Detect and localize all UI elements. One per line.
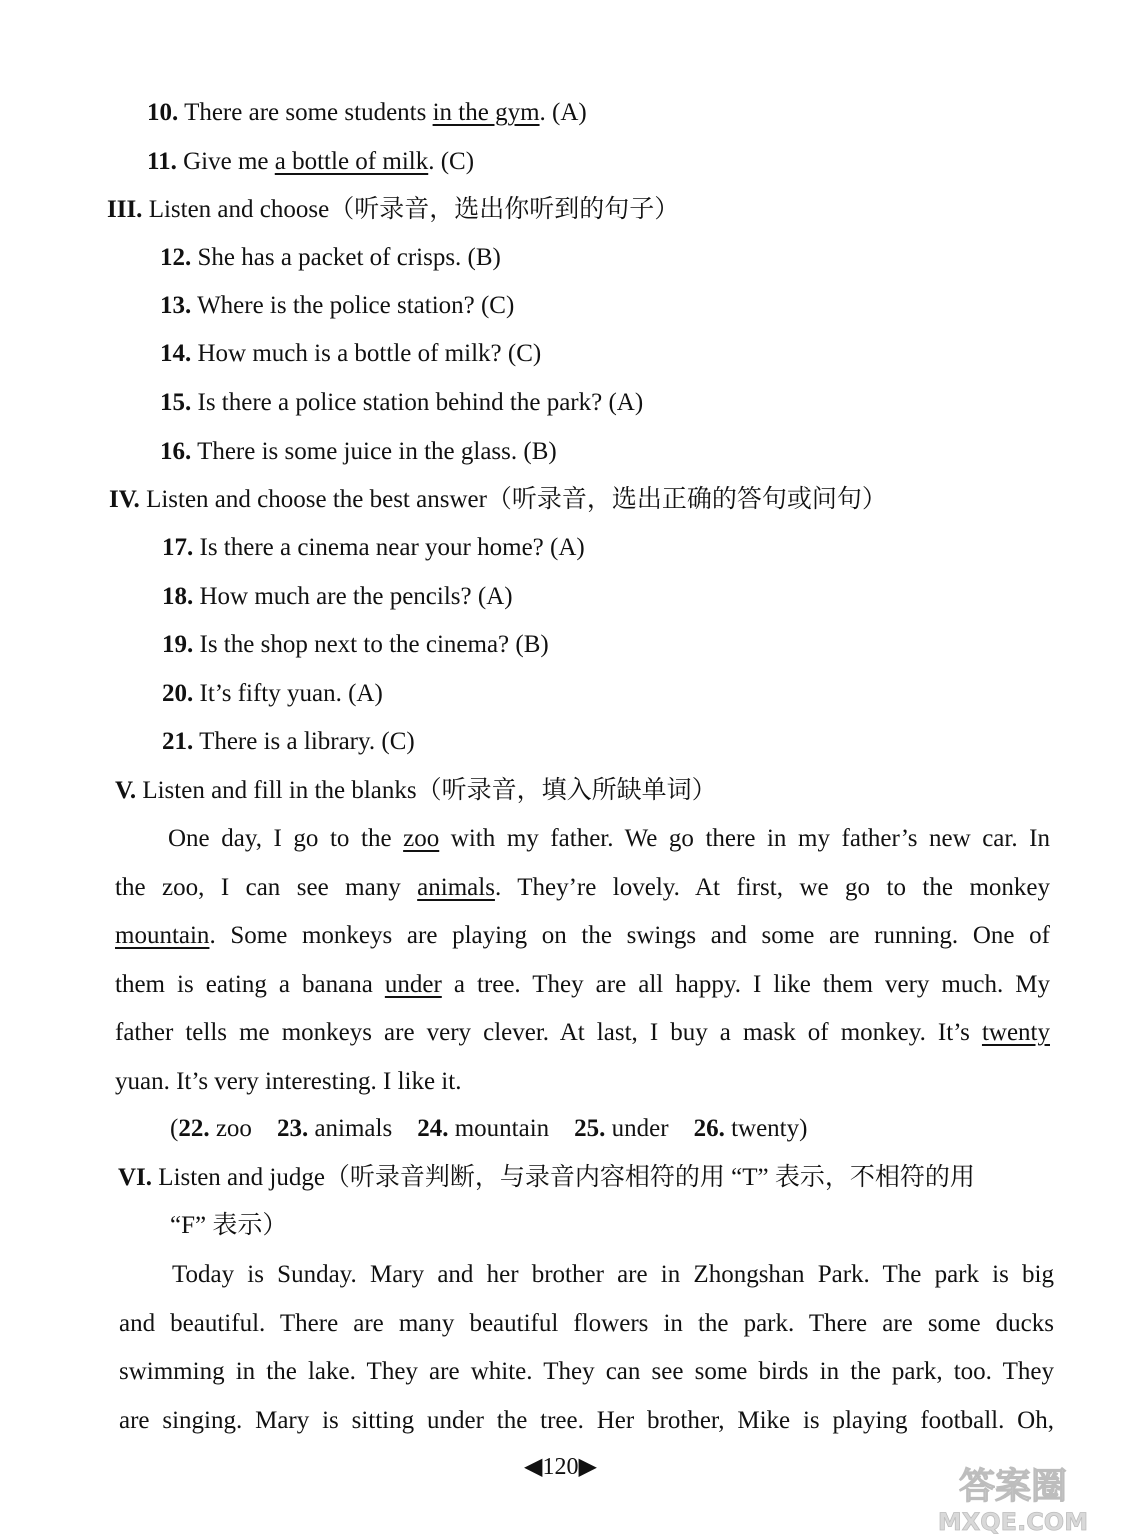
section-3-heading: III. Listen and choose（听录音，选出你听到的句子） [107, 196, 680, 223]
svg-text:MXQE.COM: MXQE.COM [937, 1508, 1089, 1536]
passage-line: the zoo, I can see many animals. They’re lovely. At first, we go to the monkey [115, 873, 1050, 901]
passage-5 [115, 815, 1050, 1106]
item-14: 14. How much is a bottle of milk? (C) [160, 340, 542, 367]
passage-line: Today is Sunday. Mary and her brother are in Zhongshan Park. The park is big [172, 1261, 1054, 1288]
section-6-heading-cont: “F” 表示） [170, 1212, 288, 1239]
blank-answer: zoo [403, 825, 440, 852]
right-triangle-icon: ▶ [578, 1454, 597, 1480]
svg-text:答案圈: 答案圈 [958, 1466, 1068, 1507]
item-12: 12. She has a packet of crisps. (B) [160, 244, 501, 271]
answers-5: (22. zoo 23. animals 24. mountain 25. under 26. twenty) [170, 1115, 808, 1142]
section-5-heading: V. Listen and fill in the blanks（听录音，填入所缺单词） [115, 777, 717, 804]
item-13: 13. Where is the police station? (C) [160, 292, 515, 319]
page-number: ◀120▶ [524, 1454, 597, 1480]
passage-line: yuan. It’s very interesting. I like it. [115, 1067, 462, 1095]
passage-line: are singing. Mary is sitting under the tree. Her brother, Mike is playing football. Oh, [119, 1406, 1054, 1434]
blank-answer: under [384, 970, 442, 998]
passage-line: swimming in the lake. They are white. They can see some birds in the park, too. They [119, 1358, 1054, 1385]
item-16: 16. There is some juice in the glass. (B) [160, 438, 557, 465]
item-15: 15. Is there a police station behind the park? (A) [160, 389, 644, 416]
item-17: 17. Is there a cinema near your home? (A) [162, 534, 585, 561]
left-triangle-icon: ◀ [524, 1454, 543, 1480]
watermark-logo [913, 1460, 1113, 1536]
blank-answer: animals [417, 873, 495, 901]
blank-answer: mountain [115, 922, 210, 949]
answer-underline: in the gym [432, 99, 540, 126]
item-19: 19. Is the shop next to the cinema? (B) [162, 631, 549, 658]
item-21: 21. There is a library. (C) [162, 728, 415, 755]
passage-line: and beautiful. There are many beautiful flowers in the park. There are some ducks [119, 1309, 1054, 1337]
section-4-heading: IV. Listen and choose the best answer（听录音，选出正确的答句或问句） [109, 486, 887, 513]
item-18: 18. How much are the pencils? (A) [162, 583, 513, 610]
section-6-heading: VI. Listen and judge（听录音判断，与录音内容相符的用 “T” 表示，不相符的用 [118, 1164, 975, 1191]
passage-6 [119, 1251, 1054, 1445]
answer-underline: a bottle of milk [274, 148, 429, 175]
item-10: 10. There are some students in the gym. (A) [147, 99, 587, 126]
blank-answer: twenty [981, 1019, 1050, 1046]
passage-line: One day, I go to the zoo with my father. We go there in my father’s new car. In [168, 825, 1050, 852]
item-11: 11. Give me a bottle of milk. (C) [147, 148, 475, 175]
passage-line: mountain. Some monkeys are playing on the swings and some are running. One of [115, 922, 1050, 949]
passage-line: father tells me monkeys are very clever. At last, I buy a mask of monkey. It’s twenty [115, 1019, 1050, 1046]
passage-line: them is eating a banana under a tree. They are all happy. I like them very much. My [115, 970, 1050, 998]
item-20: 20. It’s fifty yuan. (A) [162, 680, 383, 707]
